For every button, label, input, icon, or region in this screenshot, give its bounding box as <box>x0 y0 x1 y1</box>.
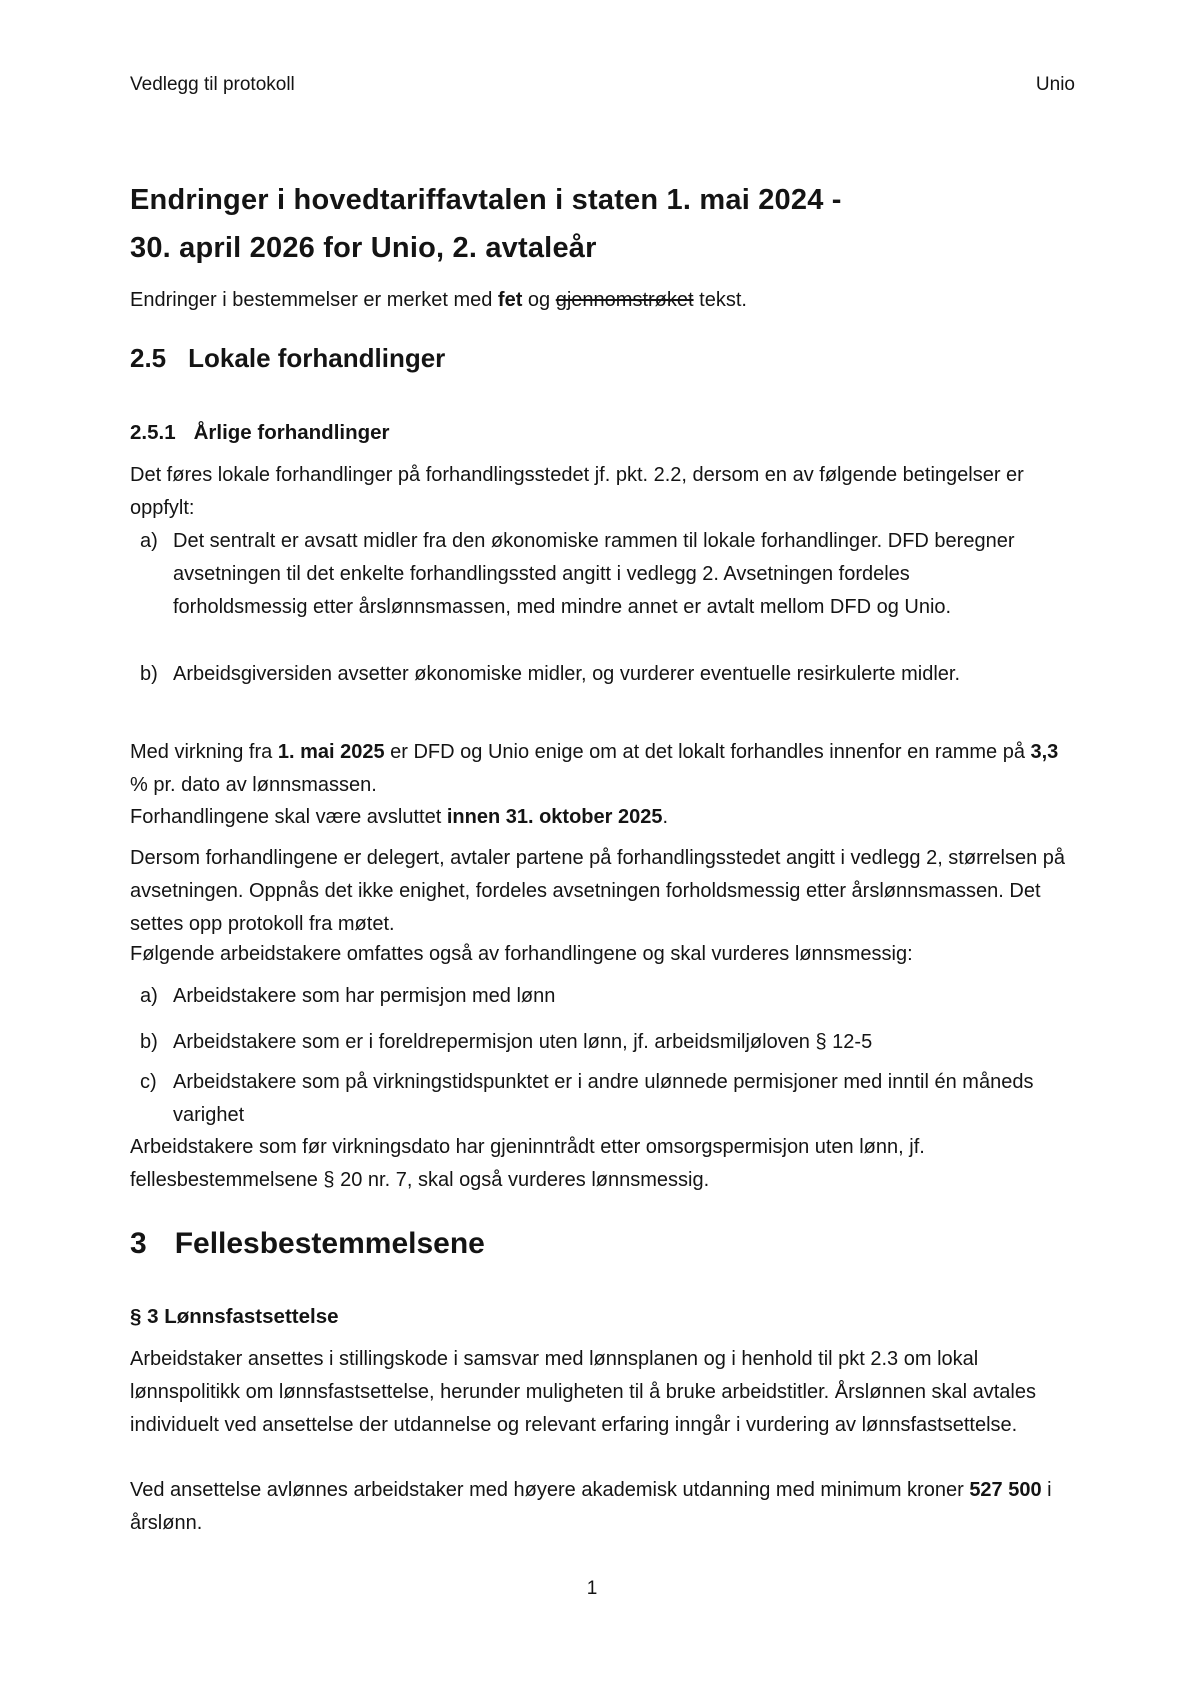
running-header-right: Unio <box>1035 74 1075 95</box>
running-header <box>130 73 1075 97</box>
section-3-heading <box>130 1224 1075 1264</box>
intro-note-strikethrough-sample: gjennomstrøket <box>555 289 694 311</box>
virkning-text-1: Med virkning fra <box>130 741 278 763</box>
document-title-line2: 30. april 2026 for Unio, 2. avtaleår <box>130 232 597 264</box>
section-3-title: Fellesbestemmelsene <box>174 1227 485 1260</box>
paragraph-conditions-intro: Det føres lokale forhandlinger på forhandlingsstedet jf. pkt. 2.2, dersom en av følgende betingelser er oppfylt: <box>130 464 1024 519</box>
running-header-left: Vedlegg til protokoll <box>130 74 295 95</box>
section-3-number: 3 <box>130 1227 147 1260</box>
virkning-date-bold: 1. mai 2025 <box>277 741 385 763</box>
list-item <box>140 1066 1045 1132</box>
frist-text-2: . <box>662 806 669 828</box>
virkning-text-3: % pr. dato av lønnsmassen. <box>130 774 377 796</box>
paragraph-frist <box>130 801 1075 834</box>
intro-note-bold-sample: fet <box>497 289 523 311</box>
list-item <box>140 658 1045 691</box>
minimum-amount-bold: 527 500 <box>969 1479 1042 1501</box>
paragraph-gjeninntradt: Arbeidstakere som før virkningsdato har gjeninntrådt etter omsorgspermisjon uten lønn, jf. fellesbestemmelsene § 20 nr. 7, skal også vurderes lønnsmessig. <box>130 1136 925 1191</box>
section-2-5-heading <box>130 340 1075 376</box>
list-item-marker: c) <box>140 1071 157 1093</box>
intro-note-text-1: Endringer i bestemmelser er merket med <box>130 289 498 311</box>
virkning-text-2: er DFD og Unio enige om at det lokalt forhandles innenfor en ramme på <box>384 741 1031 763</box>
paragraph-lonnsfastsettelse: Arbeidstaker ansettes i stillingskode i samsvar med lønnsplanen og i henhold til pkt 2.3 om lokal lønnspolitikk om lønnsfastsettelse, herunder muligheten til å bruke arbeidstitler. Årslønnen skal avtales individuelt ved ansettelse der utdannelse og relevant erfaring inngår i vurdering av lønnsfastsettelse. <box>130 1348 1036 1436</box>
section-2-5-number: 2.5 <box>130 343 167 373</box>
list-item-text: Arbeidstakere som er i foreldrepermisjon uten lønn, jf. arbeidsmiljøloven § 12-5 <box>173 1031 873 1053</box>
list-item-text: Arbeidsgiversiden avsetter økonomiske midler, og vurderer eventuelle resirkulerte midler. <box>173 663 961 685</box>
list-item-text: Det sentralt er avsatt midler fra den økonomiske rammen til lokale forhandlinger. DFD beregner avsetningen til det enkelte forhandlingssted angitt i vedlegg 2. Avsetningen fordeles forholdsmessig etter årslønnsmassen, med mindre annet er avtalt mellom DFD og Unio. <box>173 530 1015 618</box>
paragraph-folgende: Følgende arbeidstakere omfattes også av forhandlingene og skal vurderes lønnsmessig: <box>130 943 913 965</box>
document-title <box>130 176 1075 272</box>
intro-note-text-2: og <box>522 289 556 311</box>
minimum-text-1: Ved ansettelse avlønnes arbeidstaker med høyere akademisk utdanning med minimum kroner <box>130 1479 970 1501</box>
virkning-rate-bold: 3,3 <box>1030 741 1059 763</box>
paragraph-delegert: Dersom forhandlingene er delegert, avtaler partene på forhandlingsstedet angitt i vedlegg 2, størrelsen på avsetningen. Oppnås det ikke enighet, fordeles avsetningen forholdsmessig etter årslønnsmassen. Det settes opp protokoll fra møtet. <box>130 847 1066 935</box>
section-2-5-1-number: 2.5.1 <box>130 421 176 444</box>
paragraph-minimum-arslonn <box>130 1474 1075 1540</box>
list-item-text: Arbeidstakere som har permisjon med lønn <box>173 985 556 1007</box>
list-item-marker: b) <box>140 663 158 685</box>
frist-deadline-bold: innen 31. oktober 2025 <box>446 806 663 828</box>
section-2-5-title: Lokale forhandlinger <box>188 343 446 373</box>
section-3-subheading: § 3 Lønnsfastsettelse <box>130 1305 339 1328</box>
list-item <box>140 1026 1045 1059</box>
frist-text-1: Forhandlingene skal være avsluttet <box>130 806 447 828</box>
list-item <box>140 980 1045 1013</box>
list-item-marker: b) <box>140 1031 158 1053</box>
page-number: 1 <box>586 1578 598 1599</box>
section-2-5-1-title: Årlige forhandlinger <box>193 421 390 444</box>
intro-note <box>130 284 1075 317</box>
minimum-text-2: i årslønn. <box>130 1479 1052 1534</box>
intro-note-text-3: tekst. <box>693 289 747 311</box>
list-item-marker: a) <box>140 530 158 552</box>
list-item-marker: a) <box>140 985 158 1007</box>
document-title-line1: Endringer i hovedtariffavtalen i staten 1. mai 2024 - <box>130 184 842 216</box>
list-item-text: Arbeidstakere som på virkningstidspunktet er i andre ulønnede permisjoner med inntil én måneds varighet <box>173 1071 1034 1126</box>
section-2-5-1-heading <box>130 419 1075 447</box>
list-item <box>140 525 1045 624</box>
paragraph-virkning <box>130 736 1075 802</box>
